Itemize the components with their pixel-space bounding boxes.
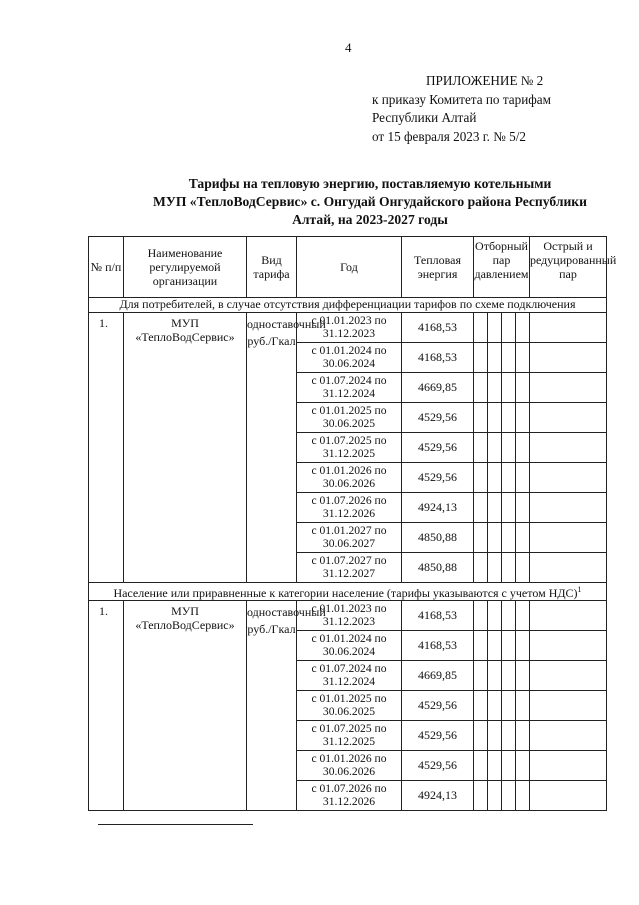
empty-cell <box>516 601 530 631</box>
empty-cell <box>474 721 488 751</box>
tariff-period: с 01.01.2024 по 30.06.2024 <box>297 343 402 373</box>
tariff-period: с 01.01.2025 по 30.06.2025 <box>297 403 402 433</box>
empty-cell <box>516 373 530 403</box>
tariff-period: с 01.01.2027 по 30.06.2027 <box>297 523 402 553</box>
empty-cell <box>530 373 607 403</box>
tariff-period: с 01.07.2024 по 31.12.2024 <box>297 373 402 403</box>
empty-cell <box>488 493 502 523</box>
empty-cell <box>516 523 530 553</box>
tariff-value: 4850,88 <box>402 553 474 583</box>
empty-cell <box>474 631 488 661</box>
empty-cell <box>488 343 502 373</box>
organization-name: МУП «ТеплоВодСервис» <box>124 601 247 811</box>
empty-cell <box>516 433 530 463</box>
page-number: 4 <box>345 40 352 55</box>
empty-cell <box>474 343 488 373</box>
empty-cell <box>516 313 530 343</box>
header-steam-extract: Отборный пар давлением <box>474 237 530 298</box>
empty-cell <box>530 661 607 691</box>
appendix-line-1: ПРИЛОЖЕНИЕ № 2 <box>426 73 544 88</box>
table-body <box>89 298 607 811</box>
empty-cell <box>530 691 607 721</box>
empty-cell <box>516 751 530 781</box>
tariff-value: 4924,13 <box>402 781 474 811</box>
footnote-divider <box>98 824 253 825</box>
header-kind: Вид тарифа <box>247 237 297 298</box>
document-title <box>120 175 620 229</box>
section-label <box>89 583 607 601</box>
section-row <box>89 298 607 313</box>
empty-cell <box>488 781 502 811</box>
empty-cell <box>516 553 530 583</box>
tariff-value: 4924,13 <box>402 493 474 523</box>
tariff-kind: одноставочный руб./Гкал <box>247 601 297 811</box>
empty-cell <box>474 601 488 631</box>
empty-cell <box>530 553 607 583</box>
empty-cell <box>530 601 607 631</box>
empty-cell <box>502 691 516 721</box>
tariff-period: с 01.07.2025 по 31.12.2025 <box>297 721 402 751</box>
empty-cell <box>488 463 502 493</box>
empty-cell <box>502 631 516 661</box>
empty-cell <box>502 781 516 811</box>
empty-cell <box>474 373 488 403</box>
empty-cell <box>530 463 607 493</box>
tariff-value: 4529,56 <box>402 751 474 781</box>
empty-cell <box>502 463 516 493</box>
table-row <box>89 601 607 631</box>
empty-cell <box>474 313 488 343</box>
tariff-value: 4529,56 <box>402 403 474 433</box>
tariff-period: с 01.01.2023 по 31.12.2023 <box>297 601 402 631</box>
tariff-value: 4529,56 <box>402 433 474 463</box>
tariff-value: 4529,56 <box>402 463 474 493</box>
empty-cell <box>530 523 607 553</box>
empty-cell <box>474 751 488 781</box>
empty-cell <box>502 373 516 403</box>
tariff-period: с 01.01.2023 по 31.12.2023 <box>297 313 402 343</box>
empty-cell <box>502 523 516 553</box>
appendix-line-4: от 15 февраля 2023 г. № 5/2 <box>372 128 527 144</box>
section-label-text: Для потребителей, в случае отсутствия дифференциации тарифов по схеме подключения <box>119 297 576 311</box>
empty-cell <box>502 493 516 523</box>
tariff-table <box>88 236 617 811</box>
tariff-value: 4168,53 <box>402 343 474 373</box>
empty-cell <box>474 523 488 553</box>
empty-cell <box>502 313 516 343</box>
title-line-3: Алтай, на 2023-2027 годы <box>292 212 448 227</box>
empty-cell <box>488 313 502 343</box>
empty-cell <box>502 403 516 433</box>
empty-cell <box>474 433 488 463</box>
tariff-period: с 01.07.2024 по 31.12.2024 <box>297 661 402 691</box>
empty-cell <box>488 661 502 691</box>
empty-cell <box>474 691 488 721</box>
empty-cell <box>516 661 530 691</box>
empty-cell <box>502 751 516 781</box>
tariff-value: 4529,56 <box>402 721 474 751</box>
empty-cell <box>502 343 516 373</box>
empty-cell <box>516 463 530 493</box>
empty-cell <box>488 751 502 781</box>
empty-cell <box>474 661 488 691</box>
empty-cell <box>530 631 607 661</box>
empty-cell <box>488 433 502 463</box>
empty-cell <box>530 721 607 751</box>
title-line-2: МУП «ТеплоВодСервис» с. Онгудай Онгудайского района Республики <box>153 194 587 209</box>
tariff-period: с 01.01.2026 по 30.06.2026 <box>297 751 402 781</box>
section-label-text: Население или приравненные к категории население (тарифы указываются с учетом НДС) <box>113 586 578 600</box>
empty-cell <box>474 493 488 523</box>
tariff-period: с 01.01.2024 по 30.06.2024 <box>297 631 402 661</box>
empty-cell <box>488 601 502 631</box>
header-year: Год <box>297 237 402 298</box>
footnote-marker: 1 <box>577 585 582 594</box>
empty-cell <box>502 601 516 631</box>
empty-cell <box>530 433 607 463</box>
row-number: 1. <box>89 313 124 583</box>
header-org: Наименование регулируемой организации <box>124 237 247 298</box>
empty-cell <box>488 553 502 583</box>
empty-cell <box>474 781 488 811</box>
tariff-period: с 01.07.2026 по 31.12.2026 <box>297 781 402 811</box>
title-line-1: Тарифы на тепловую энергию, поставляемую котельными <box>188 176 552 191</box>
empty-cell <box>530 781 607 811</box>
empty-cell <box>530 403 607 433</box>
empty-cell <box>474 553 488 583</box>
tariff-value: 4669,85 <box>402 661 474 691</box>
tariff-period: с 01.07.2027 по 31.12.2027 <box>297 553 402 583</box>
table-header-row <box>89 237 607 298</box>
tariff-value: 4168,53 <box>402 601 474 631</box>
empty-cell <box>488 631 502 661</box>
empty-cell <box>530 493 607 523</box>
empty-cell <box>488 721 502 751</box>
empty-cell <box>474 463 488 493</box>
empty-cell <box>502 553 516 583</box>
empty-cell <box>488 691 502 721</box>
header-thermal: Тепловая энергия <box>402 237 474 298</box>
empty-cell <box>516 493 530 523</box>
empty-cell <box>516 721 530 751</box>
appendix-header <box>372 72 551 146</box>
empty-cell <box>502 661 516 691</box>
tariff-period: с 01.07.2025 по 31.12.2025 <box>297 433 402 463</box>
organization-name: МУП «ТеплоВодСервис» <box>124 313 247 583</box>
tariff-period: с 01.07.2026 по 31.12.2026 <box>297 493 402 523</box>
empty-cell <box>516 631 530 661</box>
empty-cell <box>530 313 607 343</box>
empty-cell <box>502 721 516 751</box>
appendix-line-2: к приказу Комитета по тарифам <box>372 91 551 107</box>
appendix-line-3: Республики Алтай <box>372 110 477 125</box>
empty-cell <box>516 403 530 433</box>
header-steam-live: Острый и редуцированный пар <box>530 237 607 298</box>
empty-cell <box>516 691 530 721</box>
empty-cell <box>502 433 516 463</box>
empty-cell <box>474 403 488 433</box>
section-label <box>89 298 607 313</box>
tariff-value: 4669,85 <box>402 373 474 403</box>
tariff-period: с 01.01.2025 по 30.06.2025 <box>297 691 402 721</box>
empty-cell <box>530 751 607 781</box>
tariff-period: с 01.01.2026 по 30.06.2026 <box>297 463 402 493</box>
header-num: № п/п <box>89 237 124 298</box>
empty-cell <box>488 403 502 433</box>
empty-cell <box>516 781 530 811</box>
empty-cell <box>516 343 530 373</box>
empty-cell <box>488 523 502 553</box>
tariff-value: 4168,53 <box>402 313 474 343</box>
section-row <box>89 583 607 601</box>
empty-cell <box>530 343 607 373</box>
tariff-value: 4850,88 <box>402 523 474 553</box>
row-number: 1. <box>89 601 124 811</box>
tariff-value: 4529,56 <box>402 691 474 721</box>
tariff-value: 4168,53 <box>402 631 474 661</box>
table-row <box>89 313 607 343</box>
empty-cell <box>488 373 502 403</box>
tariff-kind: одноставочный руб./Гкал <box>247 313 297 583</box>
